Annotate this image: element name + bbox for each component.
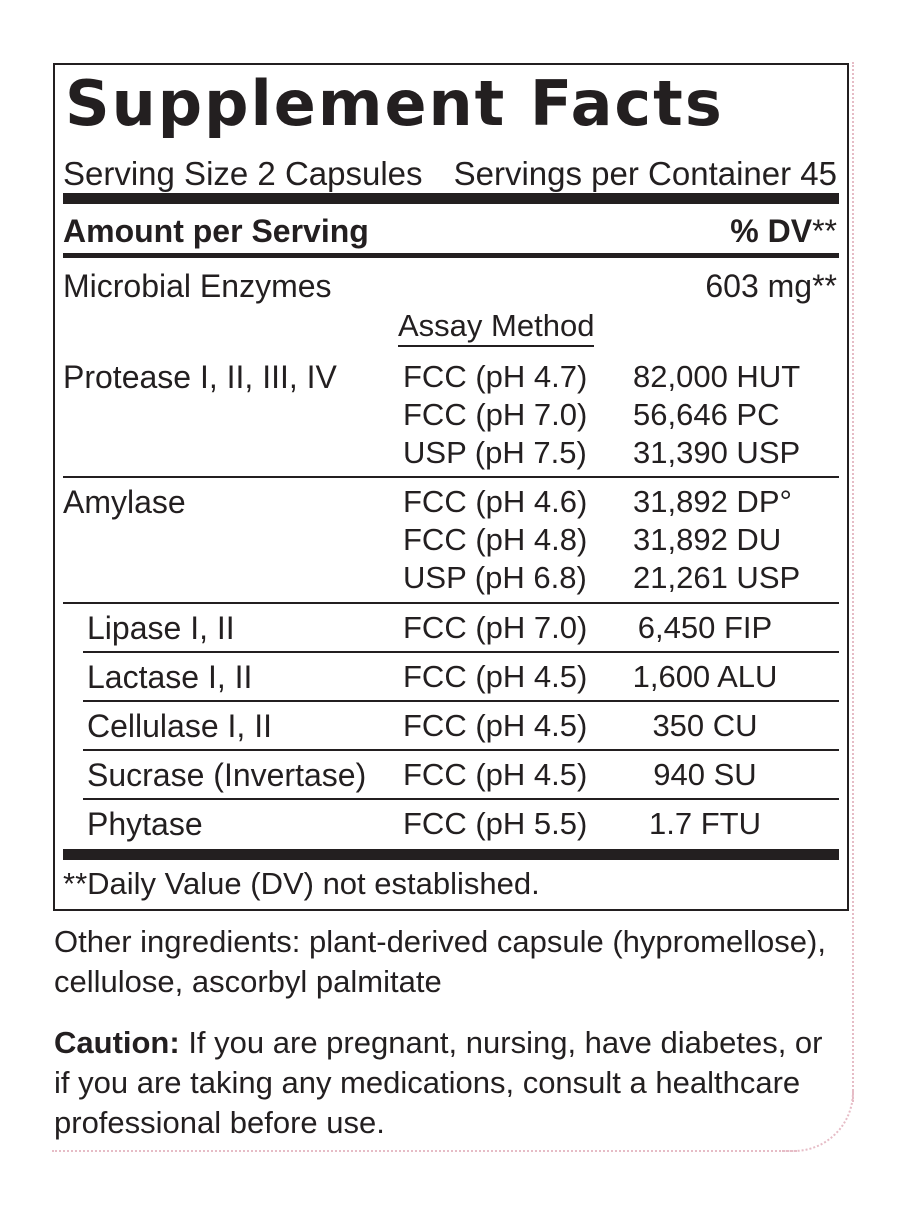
- amylase-method-1: FCC (pH 4.6): [403, 484, 588, 519]
- cellulase-name: Cellulase I, II: [87, 708, 272, 744]
- protease-amount-2: 56,646 PC: [633, 397, 780, 432]
- lactase-method: FCC (pH 4.5): [403, 659, 588, 694]
- amylase-method-3: USP (pH 6.8): [403, 560, 587, 595]
- phytase-method: FCC (pH 5.5): [403, 806, 588, 841]
- row-divider: [83, 798, 839, 800]
- medium-divider: [63, 253, 839, 258]
- row-divider: [63, 602, 839, 604]
- supplement-facts-panel: [53, 63, 849, 911]
- protease-name: Protease I, II, III, IV: [63, 359, 337, 395]
- amylase-name: Amylase: [63, 484, 186, 520]
- amylase-amount-1: 31,892 DP°: [633, 484, 792, 519]
- lactase-amount: 1,600 ALU: [632, 659, 778, 694]
- caution-label: Caution:: [54, 1025, 180, 1060]
- lipase-method: FCC (pH 7.0): [403, 610, 588, 645]
- amylase-amount-3: 21,261 USP: [633, 560, 801, 595]
- dv-header-label: % DV: [730, 213, 813, 249]
- caution-text: If you are pregnant, nursing, have diabetes, or if you are taking any medications, consult a healthcare professional before use.: [54, 1025, 823, 1140]
- amylase-amount-2: 31,892 DU: [633, 522, 782, 557]
- sucrase-name: Sucrase (Invertase): [87, 757, 367, 793]
- caution-statement: [54, 1023, 844, 1143]
- protease-method-3: USP (pH 7.5): [403, 435, 587, 470]
- lactase-name: Lactase I, II: [87, 659, 253, 695]
- enzyme-blend-name: Microbial Enzymes: [63, 268, 332, 304]
- sucrase-amount: 940 SU: [653, 757, 757, 792]
- cellulase-method: FCC (pH 4.5): [403, 708, 588, 743]
- lipase-name: Lipase I, II: [87, 610, 235, 646]
- dv-header: [730, 215, 837, 247]
- amylase-method-2: FCC (pH 4.8): [403, 522, 588, 557]
- amount-per-serving-header: Amount per Serving: [63, 213, 369, 249]
- sucrase-method: FCC (pH 4.5): [403, 757, 588, 792]
- dv-footnote: **Daily Value (DV) not established.: [63, 866, 540, 901]
- phytase-amount: 1.7 FTU: [649, 806, 761, 841]
- assay-method-heading: Assay Method: [398, 310, 594, 347]
- enzyme-blend-amount: 603 mg**: [705, 268, 837, 304]
- thick-divider: [63, 193, 839, 204]
- row-divider: [63, 476, 839, 478]
- other-ingredients: Other ingredients: plant-derived capsule (hypromellose), cellulose, ascorbyl palmitate: [54, 924, 826, 999]
- protease-method-2: FCC (pH 7.0): [403, 397, 588, 432]
- protease-amount-1: 82,000 HUT: [633, 359, 801, 394]
- cellulase-amount: 350 CU: [652, 708, 758, 743]
- serving-size: Serving Size 2 Capsules: [63, 155, 423, 192]
- protease-method-1: FCC (pH 4.7): [403, 359, 588, 394]
- phytase-name: Phytase: [87, 806, 203, 842]
- dv-header-mark: **: [812, 213, 837, 249]
- panel-title: Supplement Facts: [65, 67, 724, 140]
- label-edge-dotted-bottom: [52, 1150, 797, 1152]
- row-divider: [83, 749, 839, 751]
- servings-per-container: Servings per Container 45: [453, 155, 837, 192]
- thick-divider: [63, 849, 839, 860]
- protease-amount-3: 31,390 USP: [633, 435, 801, 470]
- lipase-amount: 6,450 FIP: [637, 610, 773, 645]
- row-divider: [83, 651, 839, 653]
- label-edge-dotted-right: [852, 62, 854, 1102]
- row-divider: [83, 700, 839, 702]
